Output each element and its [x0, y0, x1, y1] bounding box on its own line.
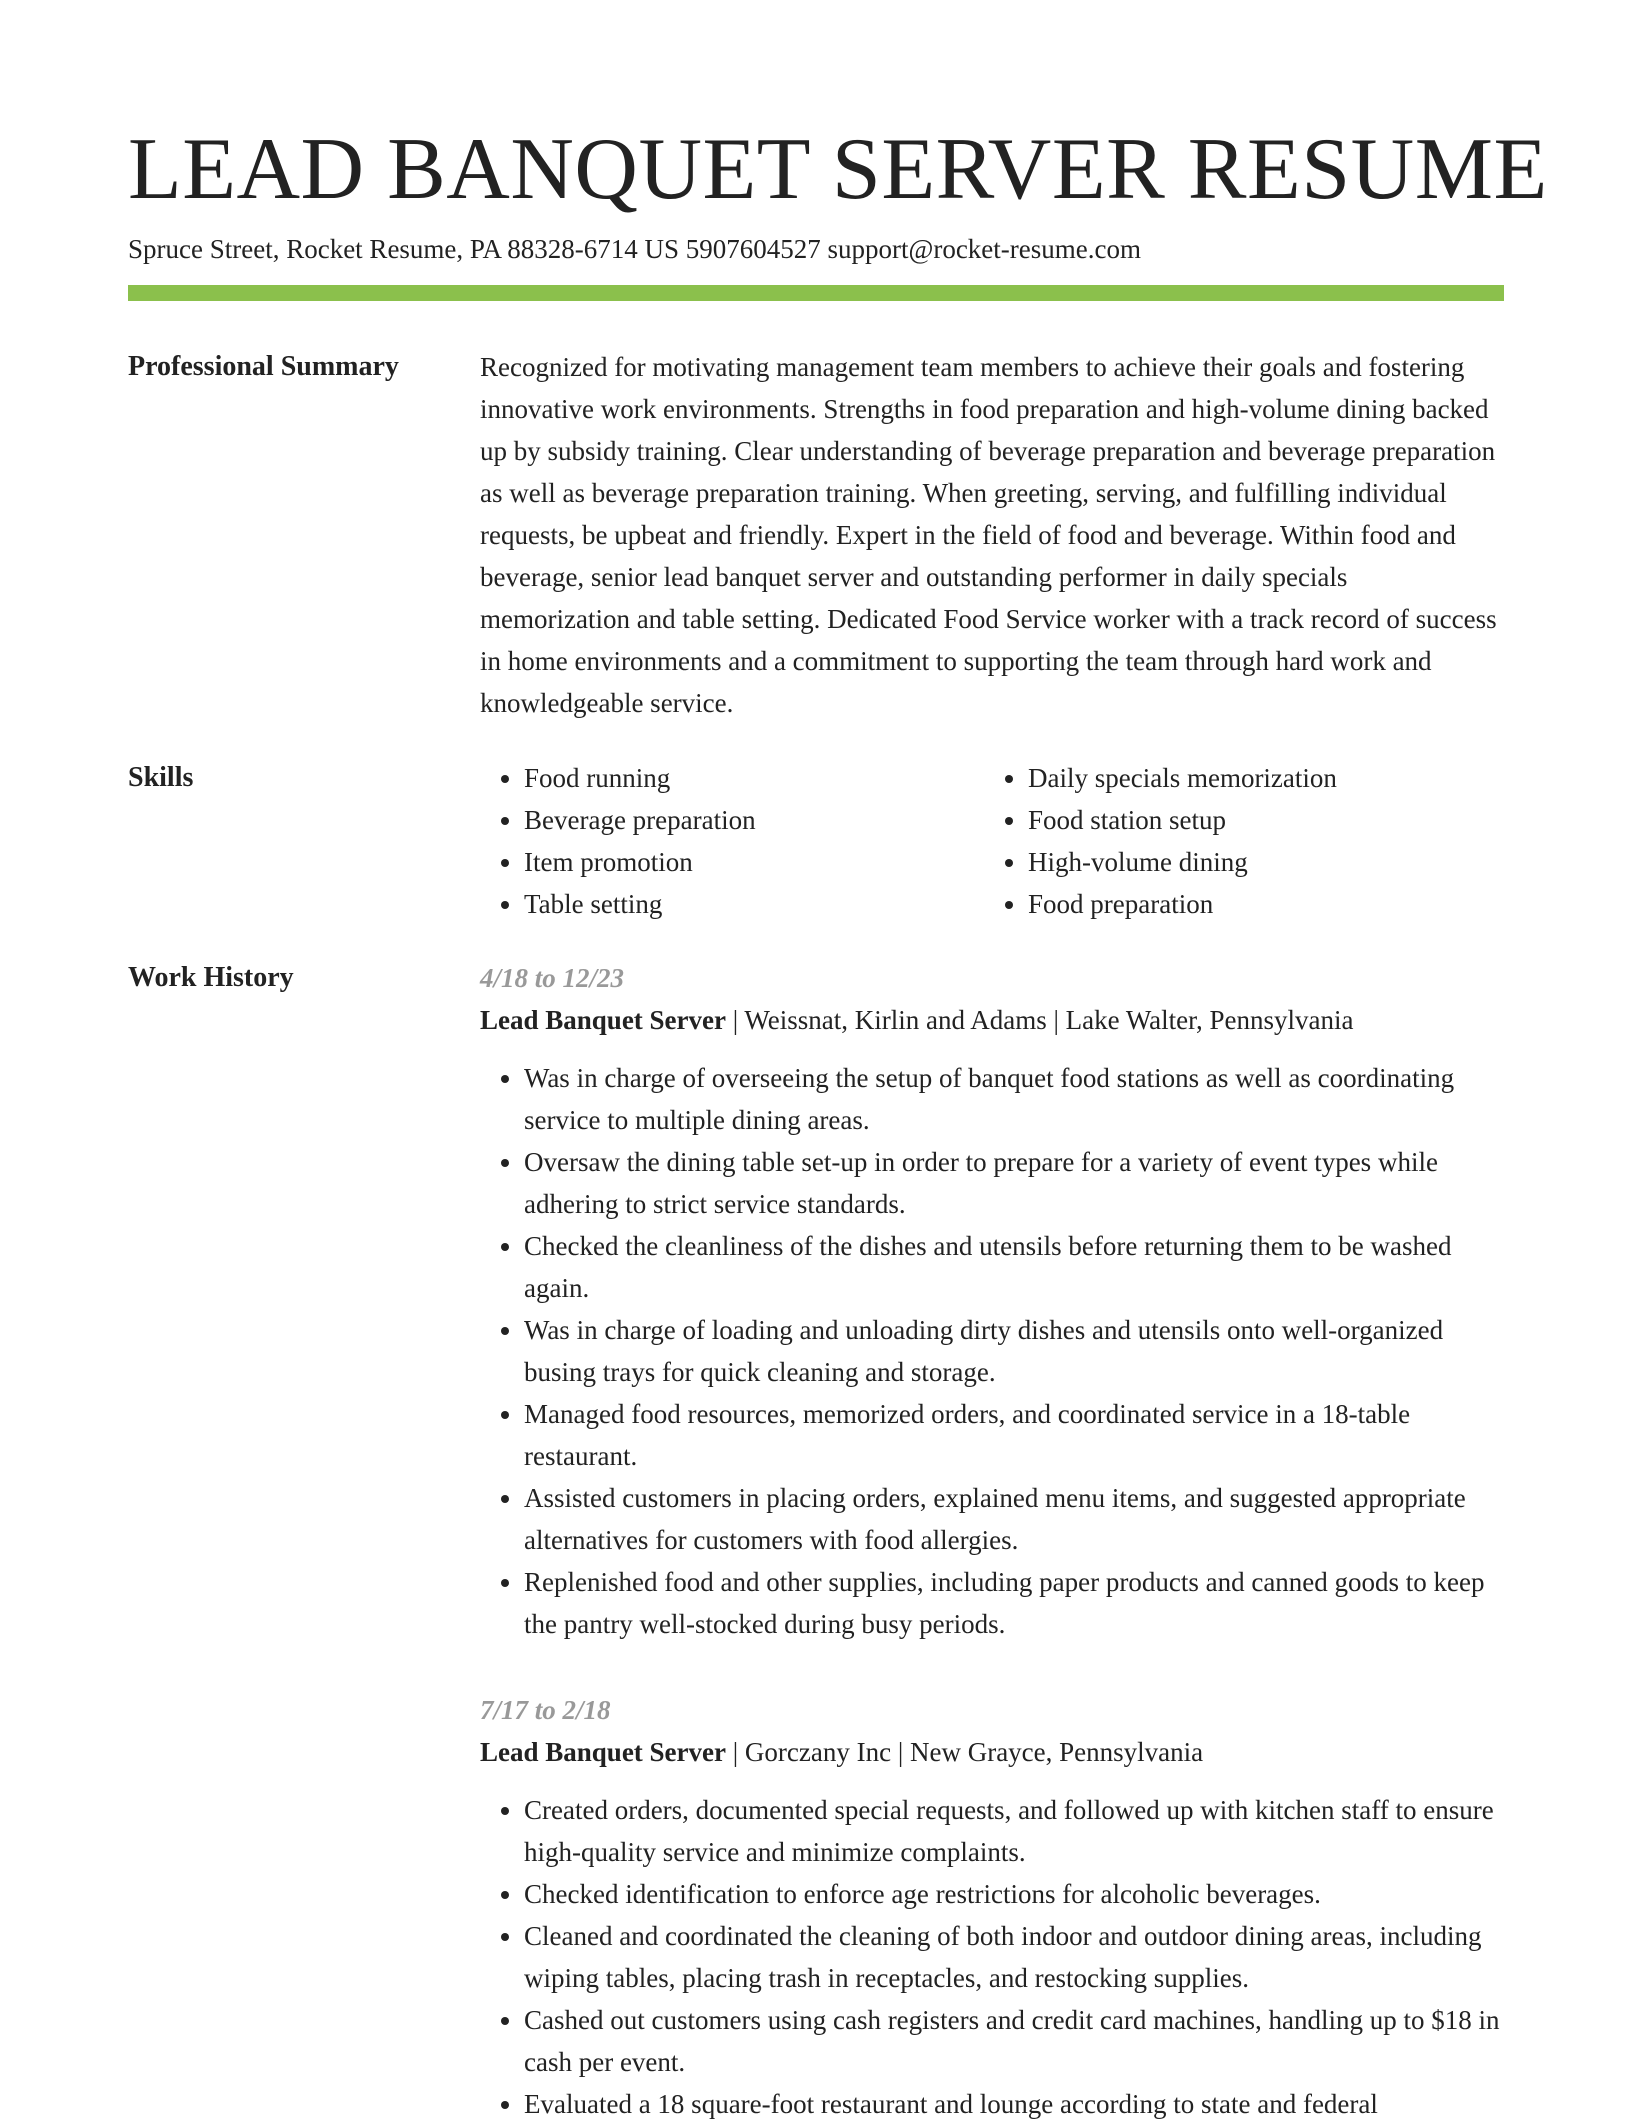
resume-title: LEAD BANQUET SERVER RESUME: [128, 121, 1548, 218]
job-dates: 4/18 to 12/23: [480, 963, 625, 993]
work-history-heading: Work History: [128, 962, 294, 993]
job-entry: [480, 1689, 1504, 2125]
job-role: Lead Banquet Server: [480, 1737, 726, 1767]
job-role: Lead Banquet Server: [480, 1005, 726, 1035]
job-bullet: • Replenished food and other supplies, including paper products and canned goods to keep the pantry well-stocked during busy periods.: [524, 1561, 1504, 1645]
job-details: | Gorczany Inc | New Grayce, Pennsylvania: [726, 1737, 1204, 1767]
skill-item: • Item promotion: [524, 841, 984, 883]
job-bullet: • Evaluated a 18 square-foot restaurant and lounge according to state and federal: [524, 2083, 1504, 2125]
work-history-body: [480, 957, 1504, 2125]
job-bullets: [480, 1057, 1504, 1645]
job-bullet: • Cashed out customers using cash registers and credit card machines, handling up to $18 in cash per event.: [524, 1999, 1504, 2083]
job-bullet: • Oversaw the dining table set-up in order to prepare for a variety of event types while adhering to strict service standards.: [524, 1141, 1504, 1225]
job-bullet: • Was in charge of overseeing the setup of banquet food stations as well as coordinating service to multiple dining areas.: [524, 1057, 1504, 1141]
job-bullets: [480, 1789, 1504, 2125]
skill-item: • High-volume dining: [1028, 841, 1488, 883]
job-heading: [480, 1731, 1504, 1773]
skills-body: [480, 757, 1504, 925]
job-bullet: • Was in charge of loading and unloading dirty dishes and utensils onto well-organized busing trays for quick cleaning and storage.: [524, 1309, 1504, 1393]
skill-item: • Food running: [524, 757, 984, 799]
job-bullet: • Assisted customers in placing orders, explained menu items, and suggested appropriate alternatives for customers with food allergies.: [524, 1477, 1504, 1561]
job-entry: [480, 957, 1504, 1645]
accent-divider: [128, 285, 1504, 301]
skills-list-right: [984, 757, 1488, 925]
job-bullet: • Managed food resources, memorized orders, and coordinated service in a 18-table restaurant.: [524, 1393, 1504, 1477]
skill-item: • Daily specials memorization: [1028, 757, 1488, 799]
job-dates: 7/17 to 2/18: [480, 1695, 611, 1725]
skills-list-left: [480, 757, 984, 925]
job-bullet: • Cleaned and coordinated the cleaning of both indoor and outdoor dining areas, including wiping tables, placing trash in receptacles, and restocking supplies.: [524, 1915, 1504, 1999]
job-bullet: • Created orders, documented special requests, and followed up with kitchen staff to ensure high-quality service and minimize complaints.: [524, 1789, 1504, 1873]
skills-heading: Skills: [128, 762, 194, 793]
skill-item: • Food station setup: [1028, 799, 1488, 841]
contact-info: Spruce Street, Rocket Resume, PA 88328-6714 US 5907604527 support@rocket-resume.com: [128, 234, 1141, 264]
job-bullet: • Checked identification to enforce age restrictions for alcoholic beverages.: [524, 1873, 1504, 1915]
summary-heading: Professional Summary: [128, 351, 399, 382]
job-heading: [480, 999, 1504, 1041]
skill-item: • Table setting: [524, 883, 984, 925]
summary-text: Recognized for motivating management team members to achieve their goals and fostering innovative work environments. Strengths in food preparation and high-volume dining backed up by subsidy training. Clear understanding of beverage preparation and beverage preparation as well as beverage preparation training. When greeting, serving, and fulfilling individual requests, be upbeat and friendly. Expert in the field of food and beverage. Within food and beverage, senior lead banquet server and outstanding performer in daily specials memorization and table setting. Dedicated Food Service worker with a track record of success in home environments and a commitment to supporting the team through hard work and knowledgeable service.: [480, 352, 1497, 718]
skill-item: • Food preparation: [1028, 883, 1488, 925]
job-details: | Weissnat, Kirlin and Adams | Lake Walter, Pennsylvania: [726, 1005, 1354, 1035]
skill-item: • Beverage preparation: [524, 799, 984, 841]
job-bullet: • Checked the cleanliness of the dishes and utensils before returning them to be washed again.: [524, 1225, 1504, 1309]
summary-body: [480, 346, 1504, 724]
